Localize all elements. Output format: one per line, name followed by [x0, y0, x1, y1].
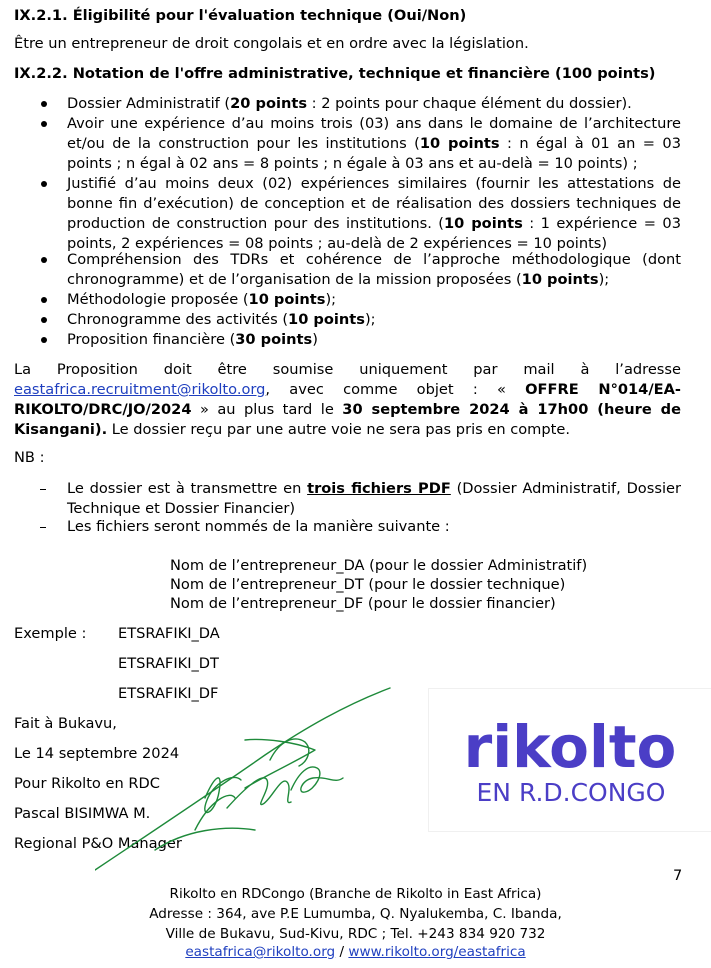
- signature-date: Le 14 septembre 2024: [14, 745, 180, 762]
- bullet-marker: [41, 297, 47, 303]
- bullet-marker: [41, 337, 47, 343]
- footer-website-link[interactable]: www.rikolto.org/eastafrica: [348, 944, 526, 960]
- nb-item-1: Le dossier est à transmettre en trois fichiers PDF (Dossier Administratif, Dossier Technique et Dossier Financier): [67, 480, 681, 517]
- footer-line-2: Adresse : 364, ave P.E Lumumba, Q. Nyalukemba, C. Ibanda,: [149, 906, 562, 922]
- bullet-marker: [41, 181, 47, 187]
- bullet-marker: [41, 257, 47, 263]
- example-label: Exemple :: [14, 625, 87, 642]
- scoring-item-1: Dossier Administratif (20 points : 2 points pour chaque élément du dossier).: [67, 95, 632, 112]
- footer-links: eastafrica@rikolto.org / www.rikolto.org/eastafrica: [185, 944, 526, 960]
- signatory-role: Regional P&O Manager: [14, 835, 182, 852]
- example-value: ETSRAFIKI_DF: [118, 685, 219, 702]
- footer-line-1: Rikolto en RDCongo (Branche de Rikolto in East Africa): [169, 886, 542, 902]
- logo-wordmark: rikolto: [463, 713, 677, 781]
- handwritten-signature: [95, 680, 405, 880]
- example-value: ETSRAFIKI_DA: [118, 625, 220, 642]
- section-heading-scoring: IX.2.2. Notation de l'offre administrative, technique et financière (100 points): [14, 65, 656, 82]
- footer-line-3: Ville de Bukavu, Sud-Kivu, RDC ; Tel. +243 834 920 732: [165, 926, 546, 942]
- signatory-name: Pascal BISIMWA M.: [14, 805, 151, 822]
- eligibility-text: Être un entrepreneur de droit congolais et en ordre avec la législation.: [14, 35, 529, 52]
- proposal-paragraph: La Proposition doit être soumise uniquement par mail à l’adresse eastafrica.recruitment@rikolto.org, avec comme objet : « OFFRE N°014/EA-RIKOLTO/DRC/JO/2024 » au plus tard le 30 septembre 2024 à 17h00 (heure de Kisangani). Le dossier reçu par une autre voie ne sera pas pris en compte.: [14, 361, 681, 438]
- bullet-marker: [41, 317, 47, 323]
- bullet-marker: [41, 121, 47, 127]
- dash-marker: [40, 489, 46, 490]
- signature-organization: Pour Rikolto en RDC: [14, 775, 160, 792]
- filename-format-dt: Nom de l’entrepreneur_DT (pour le dossier technique): [170, 576, 566, 593]
- bullet-marker: [41, 101, 47, 107]
- scoring-item-3: Justifié d’au moins deux (02) expériences similaires (fournir les attestations de bonne fin d’exécution) de conception et de réalisation des dossiers techniques de production de construction pour des institutions. (10 points : 1 expérience = 03 points, 2 expériences = 08 points ; au-delà de 2 expériences = 10 points): [67, 175, 681, 252]
- nb-label: NB :: [14, 449, 45, 466]
- example-value: ETSRAFIKI_DT: [118, 655, 219, 672]
- scoring-item-4: Compréhension des TDRs et cohérence de l’approche méthodologique (dont chronogramme) et de l’organisation de la mission proposées (10 points);: [67, 251, 681, 288]
- filename-format-df: Nom de l’entrepreneur_DF (pour le dossier financier): [170, 595, 556, 612]
- signature-place: Fait à Bukavu,: [14, 715, 117, 732]
- scoring-item-7: Proposition financière (30 points): [67, 331, 318, 348]
- filename-format-da: Nom de l’entrepreneur_DA (pour le dossier Administratif): [170, 557, 588, 574]
- page-number: 7: [673, 867, 683, 884]
- scoring-item-6: Chronogramme des activités (10 points);: [67, 311, 376, 328]
- rikolto-logo-mark: [429, 689, 711, 831]
- rikolto-logo: [428, 688, 711, 832]
- scoring-item-2: Avoir une expérience d’au moins trois (03) ans dans le domaine de l’architecture et/ou de la construction pour les institutions (10 points : n égal à 01 an = 03 points ; n égal à 02 ans = 8 points ; n égale à 03 ans et au-delà = 10 points) ;: [67, 115, 681, 172]
- logo-subtitle: EN R.D.CONGO: [476, 778, 666, 807]
- footer-email-link[interactable]: eastafrica@rikolto.org: [185, 944, 336, 960]
- dash-marker: [40, 527, 46, 528]
- section-heading-eligibility: IX.2.1. Éligibilité pour l'évaluation technique (Oui/Non): [14, 7, 467, 24]
- scoring-item-5: Méthodologie proposée (10 points);: [67, 291, 337, 308]
- nb-item-2: Les fichiers seront nommés de la manière suivante :: [67, 518, 450, 535]
- recruitment-email-link[interactable]: eastafrica.recruitment@rikolto.org: [14, 381, 266, 398]
